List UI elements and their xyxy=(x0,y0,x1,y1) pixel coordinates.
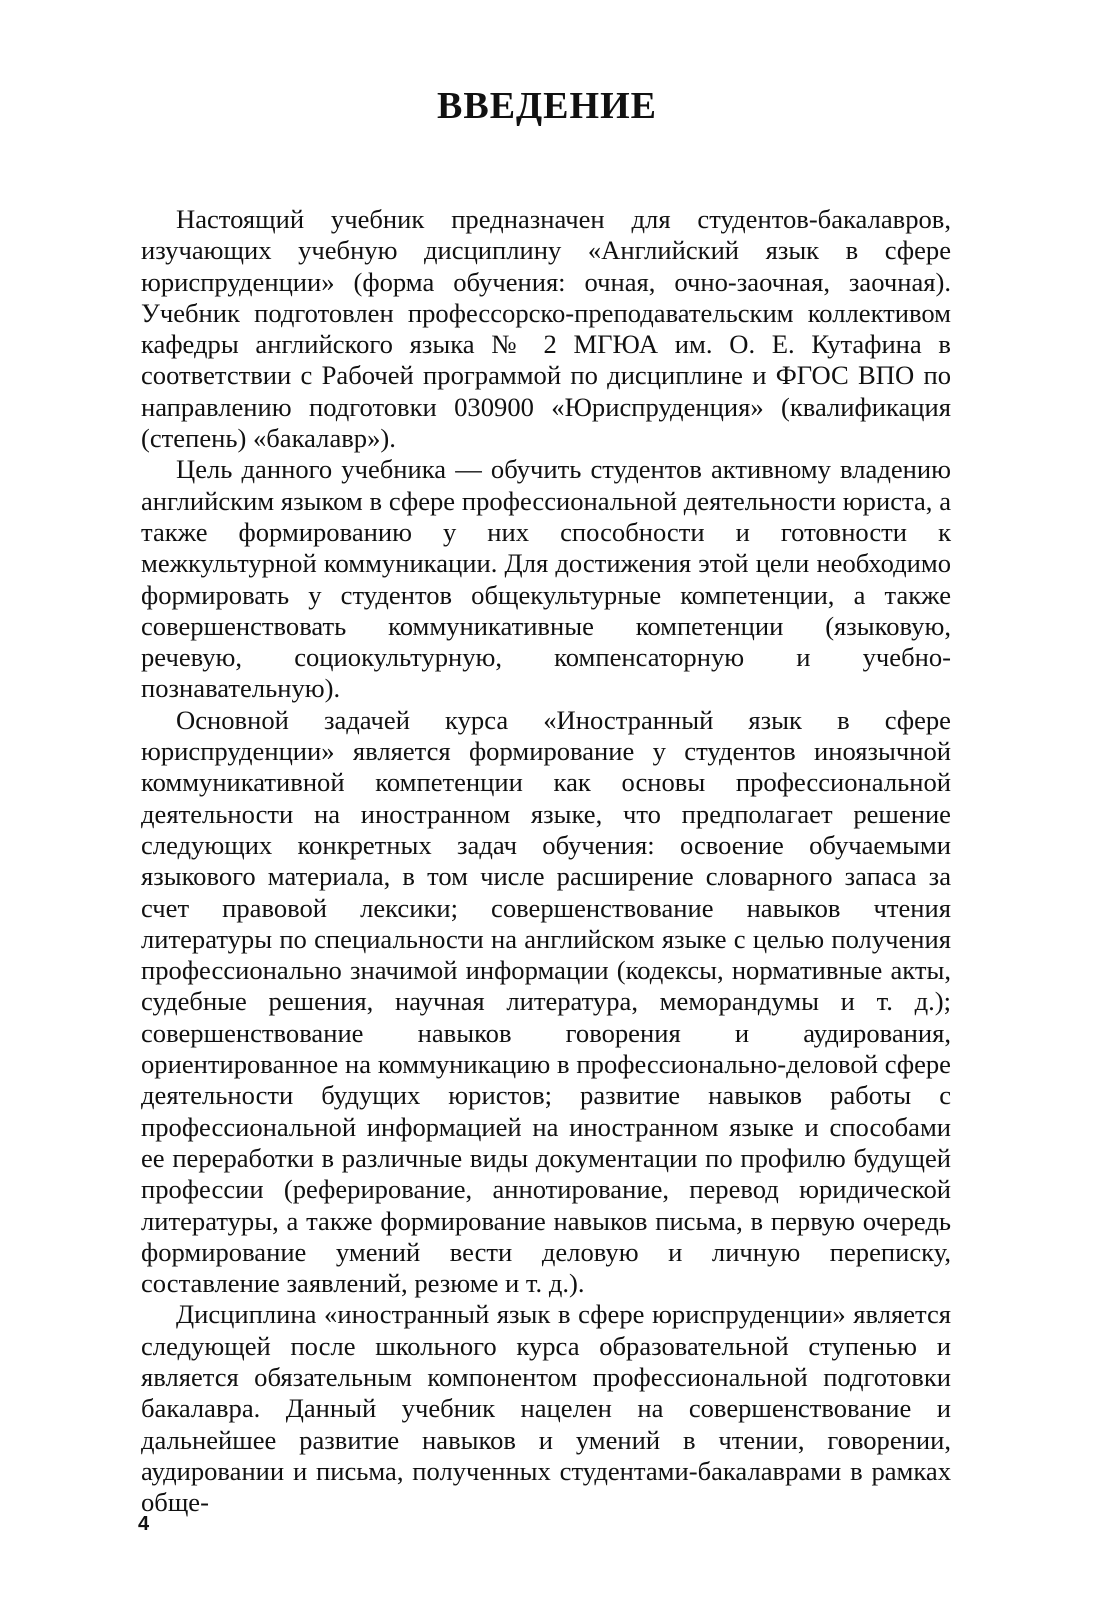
paragraph-3: Основной задачей курса «Иностранный язык в сфере юриспруденции» является формирование у студентов иноязычной коммуникативной компетенции как основы профессиональной деятельности на иностранном языке, что предполагает решение следующих конкретных задач обучения: освоение обучаемыми языкового материала, в том числе расширение словарного запаса за счет правовой лексики; совершенствование навыков чтения литературы по специальности на английском языке с целью получения профессионально значимой информации (кодексы, нормативные акты, судебные решения, научная литература, меморандумы и т. д.); совершенствование навыков говорения и аудирования, ориентированное на коммуникацию в профессионально-деловой сфере деятельности будущих юристов; развитие навыков работы с профессиональной информацией на иностранном языке и способами ее переработки в различные виды документации по профилю будущей профессии (реферирование, аннотирование, перевод юридической литературы, а также формирование навыков письма, в первую очередь формирование умений вести деловую и личную переписку, составление заявлений, резюме и т. д.). xyxy=(141,704,951,1299)
paragraph-1: Настоящий учебник предназначен для студентов-бакалавров, изучающих учебную дисциплину «Английский язык в сфере юриспруденции» (форма обучения: очная, очно-заочная, заочная). Учебник подготовлен профессорско-преподавательским коллективом кафедры английского языка № 2 МГЮА им. О. Е. Кутафина в соответствии с Рабочей программой по дисциплине и ФГОС ВПО по направлению подготовки 030900 «Юриспруденция» (квалификация (степень) «бакалавр»). xyxy=(141,204,951,454)
body-text xyxy=(141,204,951,1518)
page-number: 4 xyxy=(138,1513,150,1535)
page-title: ВВЕДЕНИЕ xyxy=(437,85,657,127)
paragraph-4: Дисциплина «иностранный язык в сфере юриспруденции» является следующей после школьного курса образовательной ступенью и является обязательным компонентом профессиональной подготовки бакалавра. Данный учебник нацелен на совершенствование и дальнейшее развитие навыков и умений в чтении, говорении, аудировании и письма, полученных студентами-бакалаврами в рамках обще- xyxy=(141,1299,951,1518)
paragraph-2: Цель данного учебника — обучить студентов активному владению английским языком в сфере профессиональной деятельности юриста, а также формированию у них способности и готовности к межкультурной коммуникации. Для достижения этой цели необходимо формировать у студентов общекультурные компетенции, а также совершенствовать коммуникативные компетенции (языковую, речевую, социокультурную, компенсаторную и учебно-познавательную). xyxy=(141,454,951,704)
